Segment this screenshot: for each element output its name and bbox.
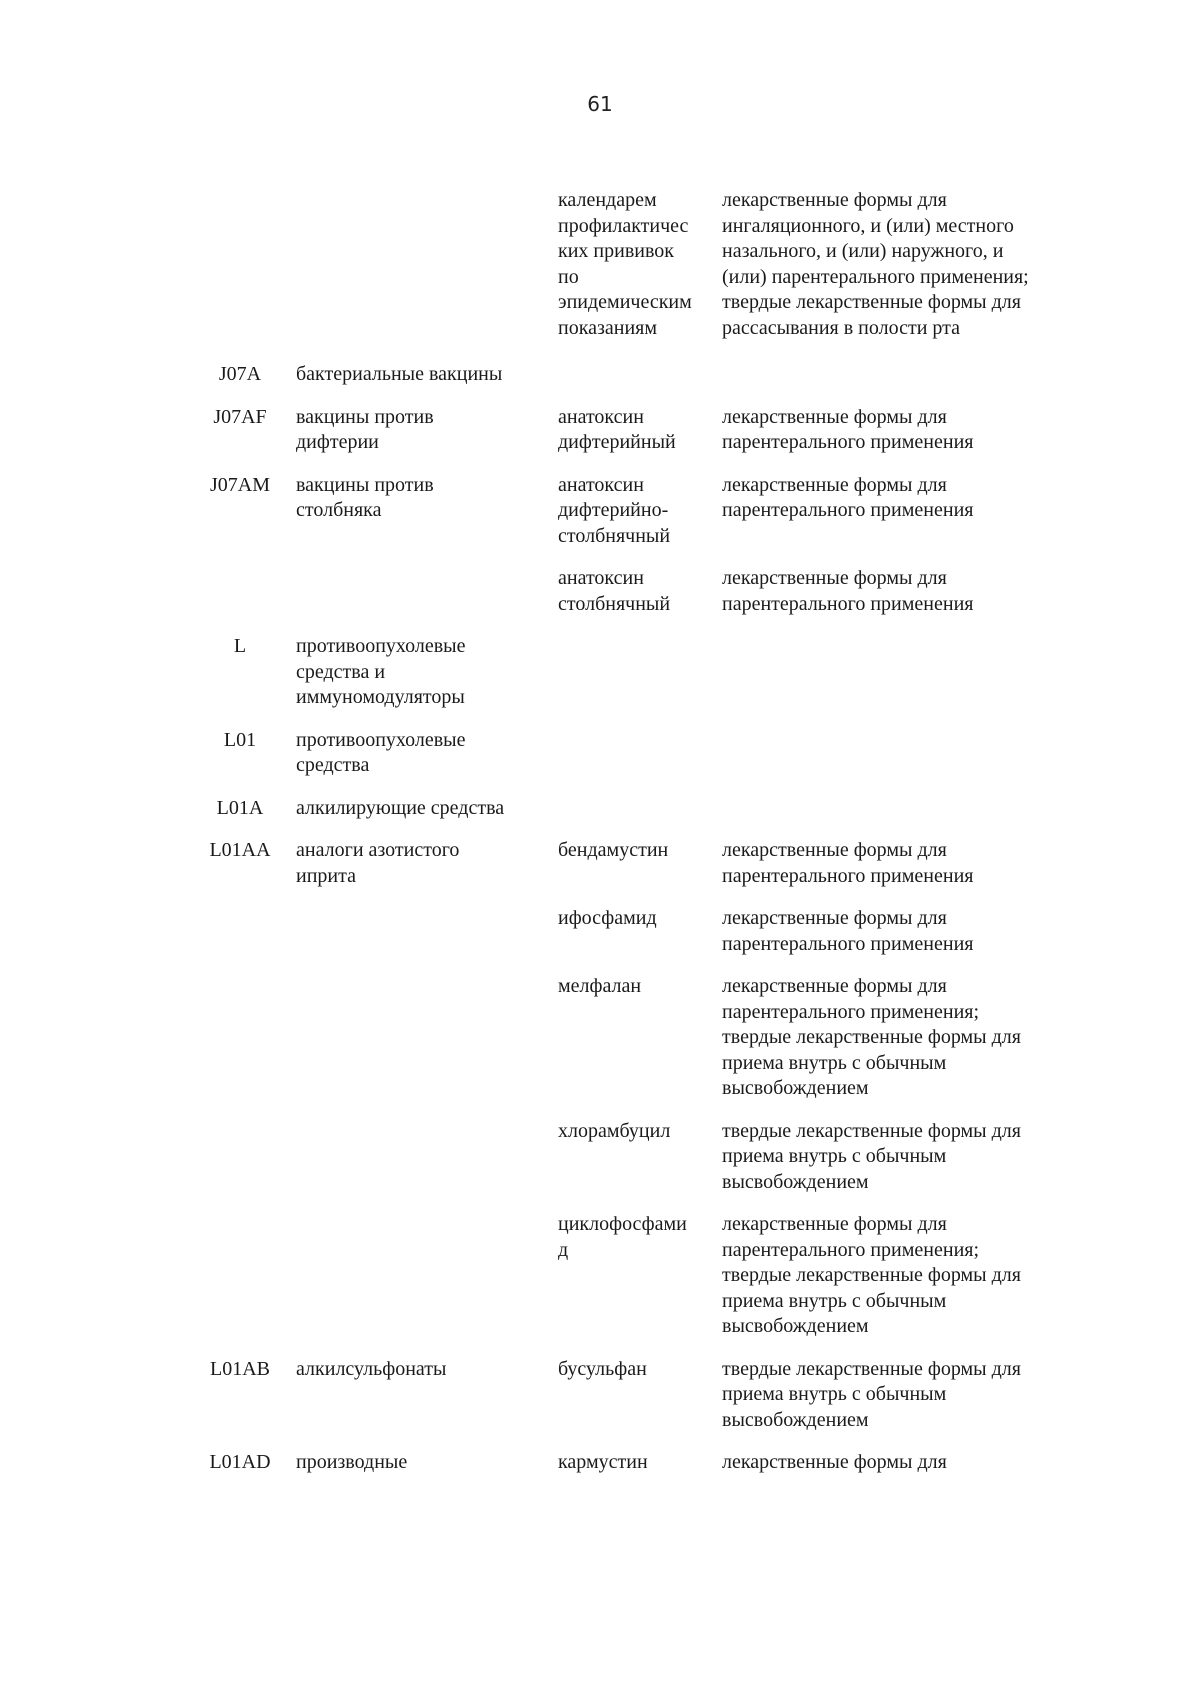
drug-name-cell: ифосфамид [558,907,657,929]
dosage-form-cell: лекарственные формы для ингаляционного, и (или) местного назального, и (или) наружного, и (или) парентерального применения; твердые лекарственные формы для рассасывания в полости рта [722,189,1029,339]
dosage-form-cell: лекарственные формы для парентерального применения [722,473,974,521]
dosage-form-cell [722,796,1072,822]
atc-code-cell: L01AA [209,839,271,861]
page-number: 61 [587,92,613,116]
drug-name-cell: бусульфан [558,1357,647,1380]
dosage-form-cell: твердые лекарственные формы для приема внутрь с обычным высвобождением [722,1357,1021,1431]
table-row [0,1212,1200,1340]
drug-name-cell [558,362,722,388]
group-name-cell: производные [296,1451,408,1473]
atc-code-cell: J07AM [209,473,270,496]
drug-name-cell: анатоксин дифтерийно- столбнячный [558,473,671,547]
table-row [0,1450,1200,1476]
table-row [0,974,1200,1102]
group-name-cell [296,974,558,1102]
table-row [0,405,1200,456]
atc-code-cell: J07A [218,363,262,385]
drug-name-cell [558,728,722,779]
atc-code-cell: L01AD [209,1451,271,1473]
dosage-form-cell [722,362,1072,388]
dosage-form-cell: лекарственные формы для парентерального применения [722,405,974,453]
dosage-form-cell: лекарственные формы для парентерального применения; твердые лекарственные формы для приема внутрь с обычным высвобождением [722,975,1021,1099]
group-name-cell: алкилирующие средства [296,796,505,819]
drug-name-cell: хлорамбуцил [558,1119,671,1142]
group-name-cell [296,188,558,341]
group-name-cell: противоопухолевые средства и иммуномодуляторы [296,635,466,708]
group-name-cell: аналоги азотистого иприта [296,839,460,887]
drug-name-cell: анатоксин дифтерийный [558,405,676,453]
table-row [0,838,1200,889]
atc-code-cell [184,974,296,1102]
table-row [0,1119,1200,1196]
group-name-cell [296,1212,558,1340]
atc-code-cell: L [233,635,247,657]
dosage-form-cell: лекарственные формы для парентерального применения [722,839,974,887]
dosage-form-cell: твердые лекарственные формы для приема внутрь с обычным высвобождением [722,1119,1021,1193]
table-row [0,634,1200,711]
atc-code-cell: L01A [216,796,264,819]
drug-name-cell: бендамустин [558,839,669,861]
group-name-cell: алкилсульфонаты [296,1357,447,1380]
dosage-form-cell [722,634,1072,711]
atc-code-cell: L01AB [210,1357,270,1380]
group-name-cell [296,1119,558,1196]
dosage-form-cell: лекарственные формы для парентерального применения [722,907,974,955]
table-row [0,906,1200,957]
drug-name-cell: календарем профилактичес ких прививок по эпидемическим показаниям [558,189,692,339]
drug-name-cell [558,796,722,822]
drug-name-cell [558,634,722,711]
group-name-cell [296,906,558,957]
group-name-cell [296,566,558,617]
group-name-cell: вакцины против дифтерии [296,405,434,453]
dosage-form-cell: лекарственные формы для парентерального применения [722,567,974,615]
table-row [0,566,1200,617]
dosage-form-cell [722,728,1072,779]
table-row [0,473,1200,550]
dosage-form-cell: лекарственные формы для парентерального применения; твердые лекарственные формы для приема внутрь с обычным высвобождением [722,1213,1021,1337]
atc-code-cell [184,188,296,341]
table-row [0,362,1200,388]
table-row [0,796,1200,822]
dosage-form-cell: лекарственные формы для [722,1451,947,1473]
group-name-cell: вакцины против столбняка [296,473,434,521]
drug-name-cell: кармустин [558,1451,648,1473]
atc-code-cell [184,906,296,957]
atc-code-cell [184,1119,296,1196]
drug-table [0,188,1200,1476]
table-row [0,1357,1200,1434]
group-name-cell: бактериальные вакцины [296,363,503,385]
drug-name-cell: мелфалан [558,975,642,997]
atc-code-cell [184,1212,296,1340]
drug-name-cell: циклофосфами д [558,1213,687,1261]
group-name-cell: противоопухолевые средства [296,728,466,776]
table-row [0,188,1200,341]
atc-code-cell [184,566,296,617]
drug-name-cell: анатоксин столбнячный [558,567,671,615]
table-row [0,728,1200,779]
atc-code-cell: L01 [223,728,257,751]
atc-code-cell: J07AF [213,405,267,428]
